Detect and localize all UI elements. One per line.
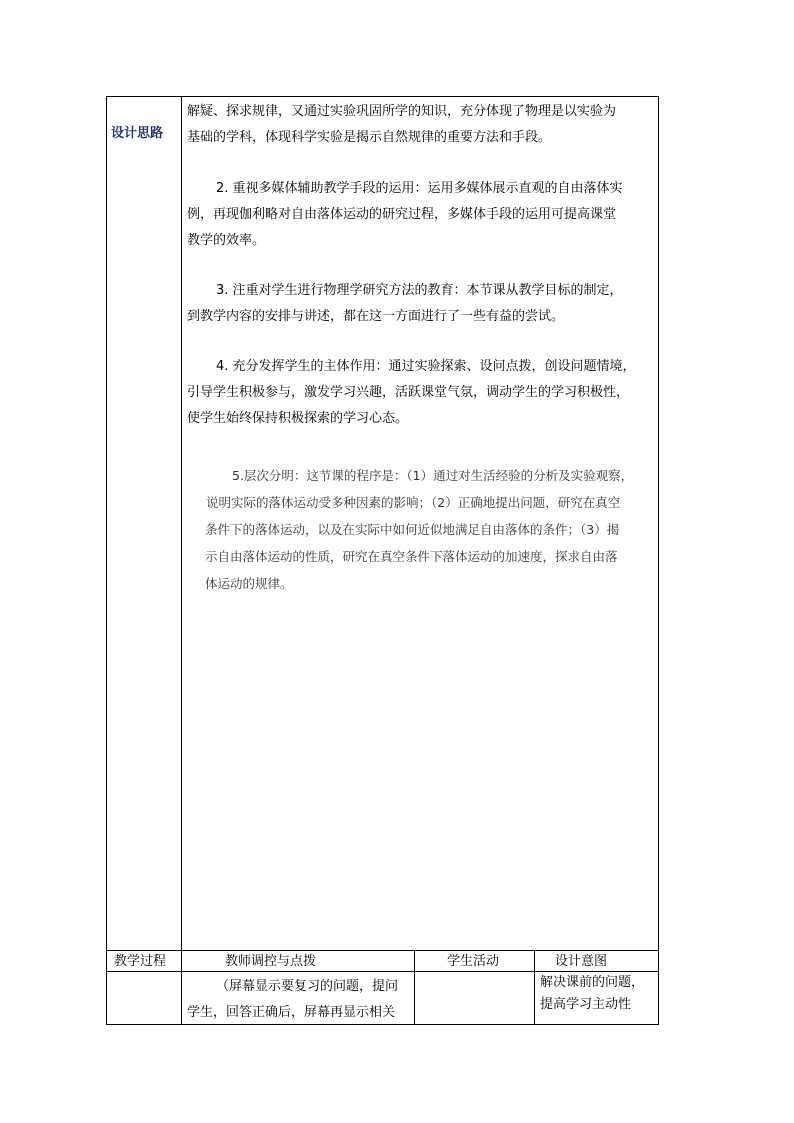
header-teacher-guidance: 教师调控与点拨 [225,954,317,969]
paragraph-2-line-2: 例，再现伽利略对自由落体运动的研究过程，多媒体手段的运用可提高课堂 [187,207,617,222]
teacher-guidance-line-1: （屏幕显示要复习的问题，提问 [216,979,399,994]
column-divider-3 [414,950,415,1025]
paragraph-3-line-1: 3. 注重对学生进行物理学研究方法的教育：本节课从教学目标的制定， [216,283,623,298]
design-thinking-label: 设计思路 [111,126,164,141]
teacher-guidance-line-2: 学生，回答正确后，屏幕再显示相关 [187,1005,396,1020]
header-teaching-process: 教学过程 [114,954,167,969]
paragraph-2-line-1: 2. 重视多媒体辅助教学手段的运用：运用多媒体展示直观的自由落体实 [216,181,623,196]
table-left-border [106,96,107,1025]
header-row-top [106,950,659,951]
design-intent-line-1: 解决课前的问题， [540,975,645,990]
table-top-border [106,96,659,97]
paragraph-5-line-1: 5.层次分明：这节课的程序是：（1）通过对生活经验的分析及实验观察， [232,468,634,483]
paragraph-4-line-1: 4. 充分发挥学生的主体作用：通过实验探索、设问点拨，创设问题情境， [216,359,636,374]
paragraph-5-line-3: 条件下的落体运动，以及在实际中如何近似地满足自由落体的条件；（3）揭 [205,522,620,537]
header-student-activity: 学生活动 [447,954,500,969]
paragraph-3-line-2: 到教学内容的安排与讲述，都在这一方面进行了一些有益的尝试。 [187,309,565,324]
paragraph-4-line-3: 使学生始终保持积极探索的学习心态。 [187,411,409,426]
paragraph-1-line-2: 基础的学科，体现科学实验是揭示自然规律的重要方法和手段。 [187,130,552,145]
paragraph-5-line-4: 示自由落体运动的性质，研究在真空条件下落体运动的加速度，探求自由落 [205,549,618,564]
column-divider-4 [534,950,535,1025]
label-column-divider [181,96,182,1025]
paragraph-2-line-3: 教学的效率。 [187,233,266,248]
paragraph-4-line-2: 引导学生积极参与，激发学习兴趣，活跃课堂气氛，调动学生的学习积极性， [187,385,630,400]
table-right-border [658,96,659,1025]
paragraph-5-line-2: 说明实际的落体运动受多种因素的影响；（2）正确地提出问题，研究在真空 [206,495,621,510]
paragraph-5-line-5: 体运动的规律。 [205,576,293,591]
paragraph-1-line-1: 解疑、探求规律，又通过实验巩固所学的知识，充分体现了物理是以实验为 [187,104,617,119]
design-intent-line-2: 提高学习主动性 [540,997,632,1012]
header-design-intent: 设计意图 [555,954,608,969]
